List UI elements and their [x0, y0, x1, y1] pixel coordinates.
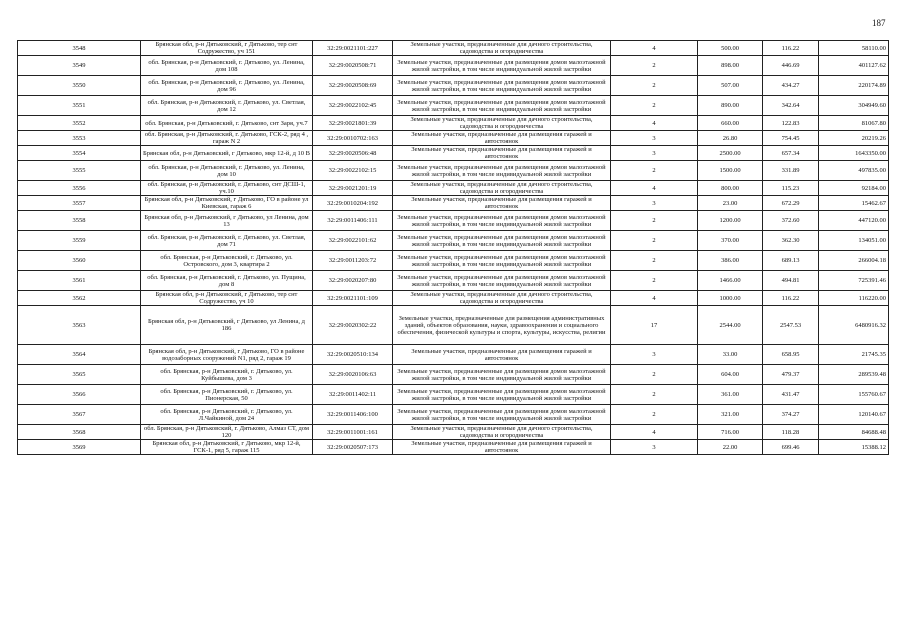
- cadastral-value-cell: 401127.62: [819, 56, 889, 76]
- cadastral-value-cell: 134051.00: [819, 231, 889, 251]
- cadastral-number-cell: 32:29:0020508:69: [313, 76, 393, 96]
- use-group-code-cell: 2: [611, 271, 698, 291]
- cadastral-number-cell: 32:29:0021201:19: [313, 181, 393, 196]
- cadastral-value-cell: 497835.00: [819, 161, 889, 181]
- specific-value-cell: 116.22: [763, 41, 819, 56]
- land-use-cell: Земельные участки, предназначенные для размещения гаражей и автостоянок: [393, 196, 611, 211]
- table-row: [18, 306, 889, 345]
- row-number: 3560: [18, 251, 141, 271]
- area-cell: 500.00: [698, 41, 763, 56]
- use-group-code-cell: 4: [611, 116, 698, 131]
- cadastral-number-cell: 32:29:0022102:15: [313, 161, 393, 181]
- specific-value-cell: 372.60: [763, 211, 819, 231]
- address-cell: обл. Брянская, р-н Дятьковский, г. Дятьково, ул. Ленина, дом 96: [141, 76, 313, 96]
- cadastral-number-cell: 32:29:0020106:63: [313, 365, 393, 385]
- cadastral-value-cell: 92184.00: [819, 181, 889, 196]
- cadastral-number-cell: 32:29:0011203:72: [313, 251, 393, 271]
- land-use-cell: Земельные участки, предназначенные для размещения домов малоэтажной жилой застройки, в том числе индивидуальной жилой застройки: [393, 365, 611, 385]
- use-group-code-cell: 3: [611, 146, 698, 161]
- address-cell: обл. Брянская, р-н Дятьковский, г. Дятьково, ул. Л.Чайкиной, дом 24: [141, 405, 313, 425]
- land-use-cell: Земельные участки, предназначенные для размещения домов малоэтажной жилой застройки, в том числе индивидуальной жилой застройки: [393, 385, 611, 405]
- row-number: 3564: [18, 345, 141, 365]
- land-use-cell: Земельные участки, предназначенные для размещения гаражей и автостоянок: [393, 345, 611, 365]
- use-group-code-cell: 3: [611, 131, 698, 146]
- table-row: [18, 271, 889, 291]
- row-number: 3551: [18, 96, 141, 116]
- use-group-code-cell: 2: [611, 385, 698, 405]
- cadastral-value-cell: 120140.67: [819, 405, 889, 425]
- area-cell: 361.00: [698, 385, 763, 405]
- table-row: [18, 56, 889, 76]
- cadastral-number-cell: 32:29:0011406:100: [313, 405, 393, 425]
- page-number: 187: [872, 18, 886, 28]
- cadastral-number-cell: 32:29:0020507:173: [313, 440, 393, 455]
- table-row: [18, 161, 889, 181]
- address-cell: обл. Брянская, р-н Дятьковский, г. Дятьково, ул. Светлая, дом 71: [141, 231, 313, 251]
- use-group-code-cell: 2: [611, 161, 698, 181]
- land-use-cell: Земельные участки, предназначенные для дачного строительства, садоводства и огородничества: [393, 425, 611, 440]
- specific-value-cell: 754.45: [763, 131, 819, 146]
- land-use-cell: Земельные участки, предназначенные для размещения домов малоэтажной жилой застройки, в том числе индивидуальной жилой застройки: [393, 251, 611, 271]
- cadastral-value-cell: 304949.60: [819, 96, 889, 116]
- use-group-code-cell: 2: [611, 76, 698, 96]
- specific-value-cell: 374.27: [763, 405, 819, 425]
- table-row: [18, 181, 889, 196]
- land-use-cell: Земельные участки, предназначенные для дачного строительства, садоводства и огородничества: [393, 181, 611, 196]
- area-cell: 1000.00: [698, 291, 763, 306]
- table-row: [18, 251, 889, 271]
- land-use-cell: Земельные участки, предназначенные для размещения домов малоэтажной жилой застройки, в том числе индивидуальной жилой застройки: [393, 271, 611, 291]
- specific-value-cell: 658.95: [763, 345, 819, 365]
- area-cell: 660.00: [698, 116, 763, 131]
- address-cell: Брянская обл, р-н Дятьковский, г Дятьково, мкр 12-й, д 10 В: [141, 146, 313, 161]
- land-use-cell: Земельные участки, предназначенные для размещения домов малоэтажной жилой застройки, в том числе индивидуальной жилой застройки: [393, 96, 611, 116]
- cadastral-number-cell: 32:29:0020506:48: [313, 146, 393, 161]
- specific-value-cell: 122.83: [763, 116, 819, 131]
- use-group-code-cell: 4: [611, 291, 698, 306]
- specific-value-cell: 2547.53: [763, 306, 819, 345]
- area-cell: 507.00: [698, 76, 763, 96]
- cadastral-number-cell: 32:29:0021101:109: [313, 291, 393, 306]
- use-group-code-cell: 4: [611, 41, 698, 56]
- table-row: [18, 146, 889, 161]
- address-cell: Брянская обл, р-н Дятьковский, г Дятьково, ГО в районе водозаборных сооружений N1, ряд 2, гараж 19: [141, 345, 313, 365]
- specific-value-cell: 116.22: [763, 291, 819, 306]
- cadastral-number-cell: 32:29:0011001:161: [313, 425, 393, 440]
- use-group-code-cell: 2: [611, 231, 698, 251]
- address-cell: обл. Брянская, р-н Дятьковский, г. Дятьково, Алмаз СТ, дом 120: [141, 425, 313, 440]
- area-cell: 716.00: [698, 425, 763, 440]
- land-use-cell: Земельные участки, предназначенные для размещения домов малоэтажной жилой застройки, в том числе индивидуальной жилой застройки: [393, 405, 611, 425]
- land-valuation-table: [17, 40, 889, 455]
- cadastral-value-cell: 1643350.00: [819, 146, 889, 161]
- cadastral-value-cell: 58110.00: [819, 41, 889, 56]
- row-number: 3557: [18, 196, 141, 211]
- specific-value-cell: 494.81: [763, 271, 819, 291]
- land-use-cell: Земельные участки, предназначенные для дачного строительства, садоводства и огородничества: [393, 41, 611, 56]
- table-row: [18, 41, 889, 56]
- address-cell: обл. Брянская, р-н Дятьковский, г. Дятьково, снт ДСШ-1, уч.10: [141, 181, 313, 196]
- row-number: 3569: [18, 440, 141, 455]
- table-row: [18, 211, 889, 231]
- table-row: [18, 96, 889, 116]
- use-group-code-cell: 3: [611, 196, 698, 211]
- specific-value-cell: 672.29: [763, 196, 819, 211]
- cadastral-number-cell: 32:29:0011406:111: [313, 211, 393, 231]
- land-use-cell: Земельные участки, предназначенные для размещения домов малоэтажной жилой застройки, в том числе индивидуальной жилой застройки: [393, 211, 611, 231]
- row-number: 3553: [18, 131, 141, 146]
- table-row: [18, 76, 889, 96]
- row-number: 3559: [18, 231, 141, 251]
- land-use-cell: Земельные участки, предназначенные для размещения домов малоэтажной жилой застройки, в том числе индивидуальной жилой застройки: [393, 56, 611, 76]
- area-cell: 890.00: [698, 96, 763, 116]
- row-number: 3550: [18, 76, 141, 96]
- row-number: 3554: [18, 146, 141, 161]
- use-group-code-cell: 4: [611, 181, 698, 196]
- use-group-code-cell: 2: [611, 56, 698, 76]
- cadastral-number-cell: 32:29:0020508:71: [313, 56, 393, 76]
- cadastral-number-cell: 32:29:0021801:39: [313, 116, 393, 131]
- specific-value-cell: 362.30: [763, 231, 819, 251]
- row-number: 3565: [18, 365, 141, 385]
- use-group-code-cell: 2: [611, 251, 698, 271]
- area-cell: 26.80: [698, 131, 763, 146]
- specific-value-cell: 331.89: [763, 161, 819, 181]
- address-cell: Брянская обл, р-н Дятьковский, г Дятьково, ул Ленина, д 186: [141, 306, 313, 345]
- table-row: [18, 345, 889, 365]
- area-cell: 898.00: [698, 56, 763, 76]
- area-cell: 370.00: [698, 231, 763, 251]
- cadastral-value-cell: 15388.12: [819, 440, 889, 455]
- row-number: 3555: [18, 161, 141, 181]
- address-cell: Брянская обл, р-н Дятьковский, г Дятьково, мкр 12-й, ГСК-1, ряд 5, гараж 115: [141, 440, 313, 455]
- area-cell: 1466.00: [698, 271, 763, 291]
- row-number: 3567: [18, 405, 141, 425]
- table-row: [18, 291, 889, 306]
- use-group-code-cell: 4: [611, 425, 698, 440]
- area-cell: 1200.00: [698, 211, 763, 231]
- table-row: [18, 196, 889, 211]
- row-number: 3558: [18, 211, 141, 231]
- cadastral-value-cell: 266004.18: [819, 251, 889, 271]
- land-use-cell: Земельные участки, предназначенные для размещения домов малоэтажной жилой застройки, в том числе индивидуальной жилой застройки: [393, 161, 611, 181]
- specific-value-cell: 479.37: [763, 365, 819, 385]
- cadastral-value-cell: 289539.48: [819, 365, 889, 385]
- table-row: [18, 231, 889, 251]
- land-use-cell: Земельные участки, предназначенные для дачного строительства, садоводства и огородничества: [393, 291, 611, 306]
- address-cell: обл. Брянская, р-н Дятьковский, г. Дятьково, ул. Островского, дом 3, квартира 2: [141, 251, 313, 271]
- specific-value-cell: 115.23: [763, 181, 819, 196]
- row-number: 3549: [18, 56, 141, 76]
- area-cell: 386.00: [698, 251, 763, 271]
- specific-value-cell: 699.46: [763, 440, 819, 455]
- use-group-code-cell: 2: [611, 211, 698, 231]
- cadastral-value-cell: 20219.26: [819, 131, 889, 146]
- use-group-code-cell: 2: [611, 405, 698, 425]
- cadastral-number-cell: 32:29:0020510:134: [313, 345, 393, 365]
- cadastral-value-cell: 84688.48: [819, 425, 889, 440]
- use-group-code-cell: 2: [611, 96, 698, 116]
- cadastral-number-cell: 32:29:0010702:163: [313, 131, 393, 146]
- cadastral-value-cell: 220174.89: [819, 76, 889, 96]
- address-cell: обл. Брянская, р-н Дятьковский, г. Дятьково, ул. Пущина, дом 8: [141, 271, 313, 291]
- land-use-cell: Земельные участки, предназначенные для размещения гаражей и автостоянок: [393, 440, 611, 455]
- address-cell: Брянская обл, р-н Дятьковский, г Дятьково, тер снт Содружество, уч 151: [141, 41, 313, 56]
- cadastral-value-cell: 21745.35: [819, 345, 889, 365]
- use-group-code-cell: 3: [611, 345, 698, 365]
- area-cell: 33.00: [698, 345, 763, 365]
- address-cell: обл. Брянская, р-н Дятьковский, г. Дятьково, ГСК-2, ряд 4 , гараж N 2: [141, 131, 313, 146]
- cadastral-value-cell: 725391.46: [819, 271, 889, 291]
- cadastral-number-cell: 32:29:0011402:11: [313, 385, 393, 405]
- land-use-cell: Земельные участки, предназначенные для дачного строительства, садоводства и огородничества: [393, 116, 611, 131]
- land-use-cell: Земельные участки, предназначенные для размещения гаражей и автостоянок: [393, 131, 611, 146]
- specific-value-cell: 446.69: [763, 56, 819, 76]
- land-use-cell: Земельные участки, предназначенные для размещения домов малоэтажной жилой застройки, в том числе индивидуальной жилой застройки: [393, 76, 611, 96]
- table-row: [18, 116, 889, 131]
- address-cell: обл. Брянская, р-н Дятьковский, г. Дятьково, ул. Пионерская, 50: [141, 385, 313, 405]
- table-body: [18, 41, 889, 455]
- cadastral-number-cell: 32:29:0020207:80: [313, 271, 393, 291]
- table-row: [18, 365, 889, 385]
- specific-value-cell: 434.27: [763, 76, 819, 96]
- row-number: 3552: [18, 116, 141, 131]
- specific-value-cell: 342.64: [763, 96, 819, 116]
- address-cell: Брянская обл, р-н Дятьковский, г Дятьково, ГО в районе ул Киевская, гараж 6: [141, 196, 313, 211]
- table-row: [18, 440, 889, 455]
- specific-value-cell: 689.13: [763, 251, 819, 271]
- row-number: 3566: [18, 385, 141, 405]
- specific-value-cell: 118.28: [763, 425, 819, 440]
- address-cell: обл. Брянская, р-н Дятьковский, г. Дятьково, ул. Ленина, дом 10: [141, 161, 313, 181]
- cadastral-value-cell: 447120.00: [819, 211, 889, 231]
- area-cell: 2500.00: [698, 146, 763, 161]
- address-cell: Брянская обл, р-н Дятьковский, г Дятьково, тер снт Содружество, уч 10: [141, 291, 313, 306]
- use-group-code-cell: 3: [611, 440, 698, 455]
- row-number: 3568: [18, 425, 141, 440]
- area-cell: 321.00: [698, 405, 763, 425]
- address-cell: Брянская обл, р-н Дятьковский, г Дятьково, ул Ленина, дом 13: [141, 211, 313, 231]
- use-group-code-cell: 17: [611, 306, 698, 345]
- cadastral-value-cell: 155760.67: [819, 385, 889, 405]
- land-use-cell: Земельные участки, предназначенные для размещения административных зданий, объектов образования, науки, здравоохранения и социального обеспечения, физической культуры и спорта, культуры, искусства, религии: [393, 306, 611, 345]
- row-number: 3561: [18, 271, 141, 291]
- table-row: [18, 405, 889, 425]
- address-cell: обл. Брянская, р-н Дятьковский, г. Дятьково, ул. Светлая, дом 12: [141, 96, 313, 116]
- address-cell: обл. Брянская, р-н Дятьковский, г. Дятьково, ул. Куйбышева, дом 3: [141, 365, 313, 385]
- cadastral-number-cell: 32:29:0022102:45: [313, 96, 393, 116]
- cadastral-number-cell: 32:29:0020302:22: [313, 306, 393, 345]
- area-cell: 800.00: [698, 181, 763, 196]
- land-use-cell: Земельные участки, предназначенные для размещения гаражей и автостоянок: [393, 146, 611, 161]
- area-cell: 1500.00: [698, 161, 763, 181]
- area-cell: 2544.00: [698, 306, 763, 345]
- cadastral-value-cell: 116220.00: [819, 291, 889, 306]
- row-number: 3563: [18, 306, 141, 345]
- address-cell: обл. Брянская, р-н Дятьковский, г. Дятьково, ул. Ленина, дом 108: [141, 56, 313, 76]
- row-number: 3556: [18, 181, 141, 196]
- cadastral-value-cell: 15462.67: [819, 196, 889, 211]
- cadastral-number-cell: 32:29:0010204:192: [313, 196, 393, 211]
- row-number: 3562: [18, 291, 141, 306]
- area-cell: 23.00: [698, 196, 763, 211]
- row-number: 3548: [18, 41, 141, 56]
- cadastral-number-cell: 32:29:0021101:227: [313, 41, 393, 56]
- table-row: [18, 425, 889, 440]
- area-cell: 604.00: [698, 365, 763, 385]
- land-use-cell: Земельные участки, предназначенные для размещения домов малоэтажной жилой застройки, в том числе индивидуальной жилой застройки: [393, 231, 611, 251]
- table-row: [18, 385, 889, 405]
- address-cell: обл. Брянская, р-н Дятьковский, г. Дятьково, снт Заря, уч.7: [141, 116, 313, 131]
- specific-value-cell: 657.34: [763, 146, 819, 161]
- cadastral-value-cell: 81067.80: [819, 116, 889, 131]
- area-cell: 22.00: [698, 440, 763, 455]
- use-group-code-cell: 2: [611, 365, 698, 385]
- cadastral-number-cell: 32:29:0022101:62: [313, 231, 393, 251]
- specific-value-cell: 431.47: [763, 385, 819, 405]
- cadastral-value-cell: 6480916.32: [819, 306, 889, 345]
- table-row: [18, 131, 889, 146]
